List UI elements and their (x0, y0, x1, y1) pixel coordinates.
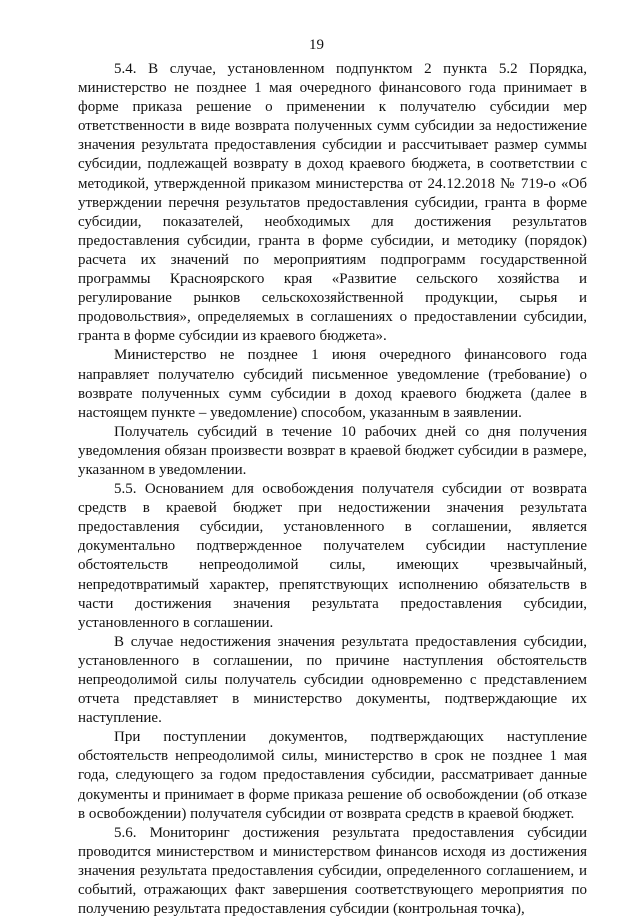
document-body (78, 60, 587, 919)
paragraph-5-4: 5.4. В случае, установленном подпунктом 2 пункта 5.2 Порядка, министерство не позднее 1 мая очередного финансового года принимает в форме приказа решение о применении к получателю субсидии мер ответственности в виде возврата полученных сумм субсидии за недостижение значения результата предоставления субсидии и рассчитывает размер суммы субсидии, подлежащей возврату в доход краевого бюджета, в соответствии с методикой, утвержденной приказом министерства от 24.12.2018 № 719-о «Об утверждении перечня результатов предоставления субсидии, гранта в форме субсидии, показателей, необходимых для достижения результатов предоставления субсидии, гранта в форме субсидии, и методику (порядок) расчета их значений по мероприятиям подпрограмм государственной программы Красноярского края «Развитие сельского хозяйства и регулирование рынков сельскохозяйственной продукции, сырья и продовольствия», определяемых в соглашениях о предоставлении субсидии, гранта в форме субсидии из краевого бюджета». (78, 61, 587, 345)
page-number: 19 (309, 37, 324, 53)
paragraph-exemption-decision: При поступлении документов, подтверждающих наступление обстоятельств непреодолимой силы, министерство в срок не позднее 1 мая года, следующего за годом предоставления субсидии, рассматривает данные документы и принимает в форме приказа решение об освобождении (об отказе в освобождении) получателя субсидии от возврата средств в краевой бюджет. (78, 729, 587, 822)
paragraph-notification: Министерство не позднее 1 июня очередного финансового года направляет получателю субсидий письменное уведомление (требование) о возврате полученных сумм субсидии в доход краевого бюджета (далее в настоящем пункте – уведомление) способом, указанным в заявлении. (78, 347, 587, 421)
paragraph-force-majeure-documents: В случае недостижения значения результата предоставления субсидии, установленного в соглашении, по причине наступления обстоятельств непреодолимой силы получатель субсидии одновременно с представлением отчета представляет в министерство документы, подтверждающие их наступление. (78, 633, 587, 727)
paragraph-5-6: 5.6. Мониторинг достижения результата предоставления субсидии проводится министерством и министерством финансов исходя из достижения значения результата предоставления субсидии, определенного соглашением, и событий, отражающих факт завершения соответствующего мероприятия по получению результата предоставления субсидии (контрольная точка), (78, 824, 587, 918)
paragraph-refund-deadline: Получатель субсидий в течение 10 рабочих дней со дня получения уведомления обязан произвести возврат в краевой бюджет субсидии в размере, указанном в уведомлении. (78, 423, 587, 478)
paragraph-5-5: 5.5. Основанием для освобождения получателя субсидии от возврата средств в краевой бюджет при недостижении значения результата предоставления субсидии, установленного в соглашении, является документально подтвержденное получателем субсидии наступление обстоятельств непреодолимой силы, имеющих чрезвычайный, непредотвратимый характер, препятствующих исполнению обязательств в части достижения значения результата предоставления субсидии, установленного в соглашении. (78, 481, 587, 631)
